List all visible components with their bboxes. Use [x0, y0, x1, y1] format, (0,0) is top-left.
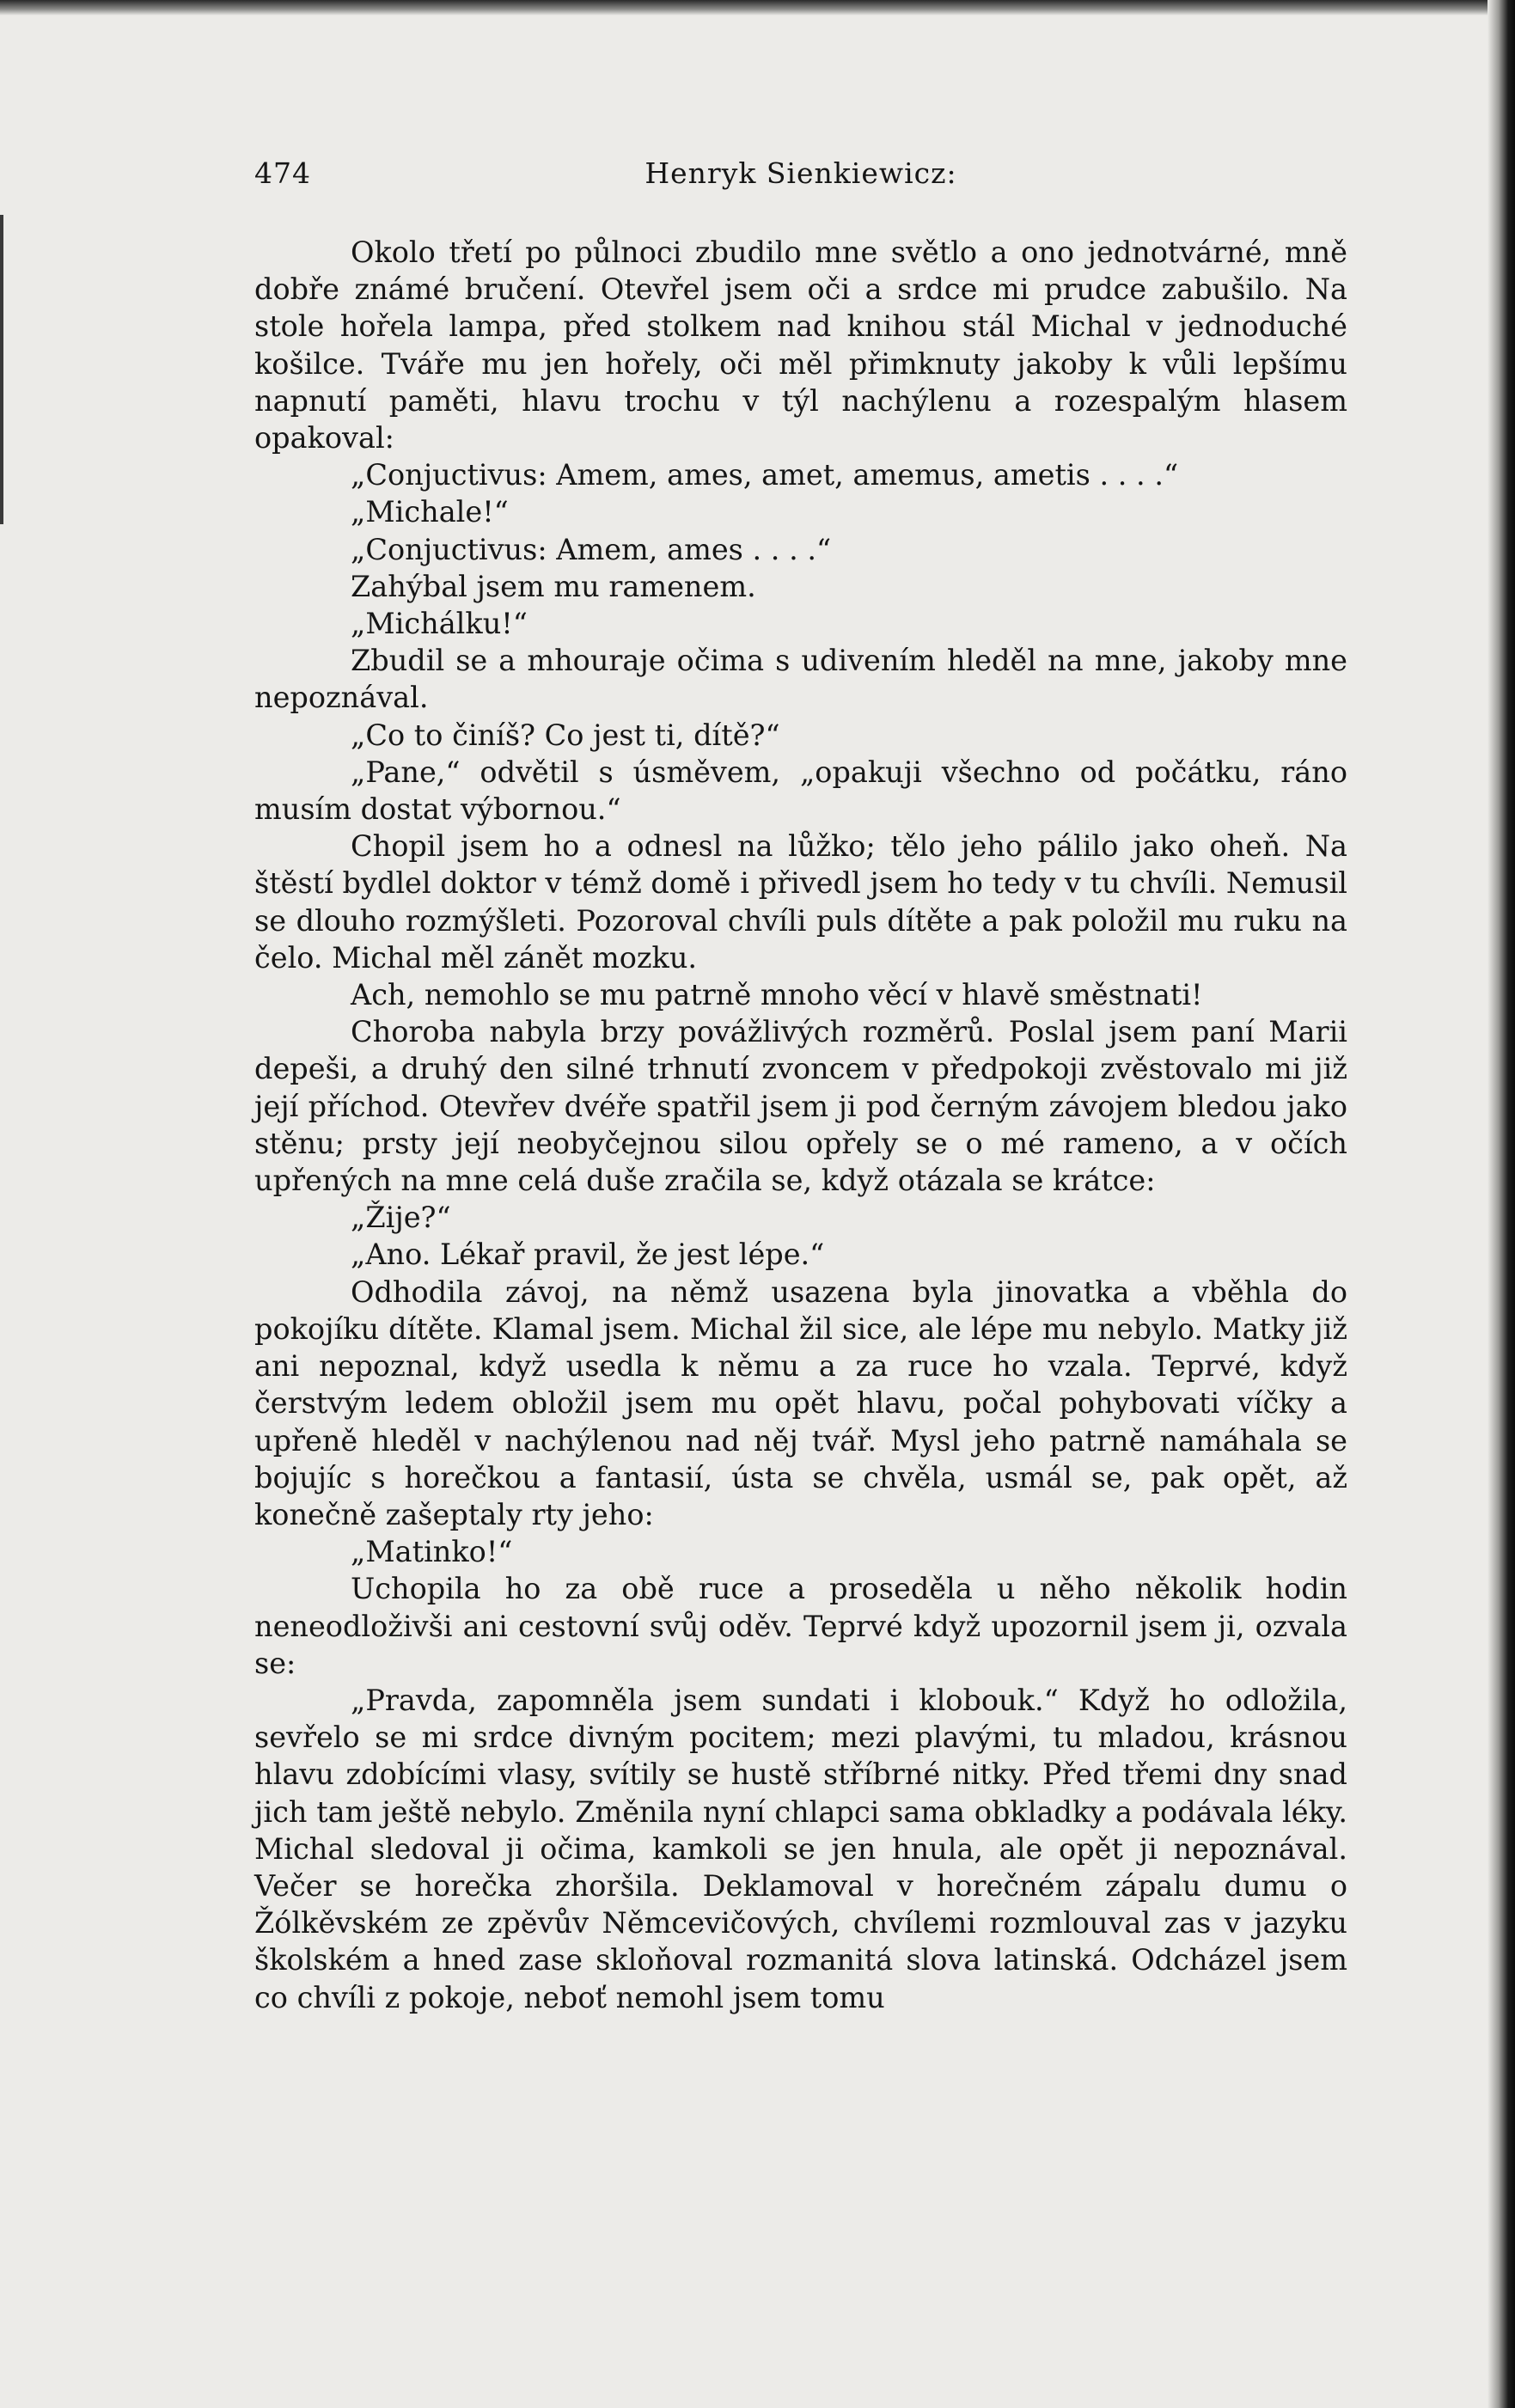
paragraph: Chopil jsem ho a odnesl na lůžko; tělo jeho pálilo jako oheň. Na štěstí bydlel doktor v témž domě i přivedl jsem ho tedy v tu chvíli. Nemusil se dlouho rozmýšleti. Pozoroval chvíli puls dítěte a pak položil mu ruku na čelo. Michal měl zánět mozku. [254, 829, 1347, 975]
paragraph: „Žije?“ [351, 1201, 451, 1235]
paragraph: „Michálku!“ [351, 607, 528, 641]
paragraph: Okolo třetí po půlnoci zbudilo mne světlo a ono jednotvárné, mně dobře známé bručení. Otevřel jsem oči a srdce mi prudce zabušilo. Na stole hořela lampa, před stolkem nad knihou stál Michal v jednoduché košilce. Tváře mu jen hořely, oči měl přimknuty jakoby k vůli lepšímu napnutí paměti, hlavu trochu v týl nachýlenu a rozespalým hlasem opakoval: [254, 235, 1347, 455]
paragraph: „Matinko!“ [351, 1535, 513, 1569]
paragraph: „Pravda, zapomněla jsem sundati i klobouk.“ Když ho odložila, sevřelo se mi srdce divným pocitem; mezi plavými, tu mladou, krásnou hlavu zdobícími vlasy, svítily se hustě stříbrné nitky. Před třemi dny snad jich tam ještě nebylo. Změnila nyní chlapci sama obkladky a podávala léky. Michal sledoval ji očima, kamkoli se jen hnula, ale opět ji nepoznával. Večer se horečka zhoršila. Deklamoval v horečném zápalu dumu o Žólkěvském ze zpěvův Němcevičových, chvílemi rozmlouval zas v jazyku školském a hned zase skloňoval rozmanitá slova latinská. Odcházel jsem co chvíli z pokoje, neboť nemohl jsem tomu [254, 1683, 1347, 2014]
paragraph: „Conjuctivus: Amem, ames . . . .“ [351, 532, 832, 566]
body-text [254, 234, 1347, 2016]
paragraph: Ach, nemohlo se mu patrně mnoho věcí v hlavě směstnati! [351, 978, 1203, 1012]
page-number: 474 [254, 156, 311, 190]
scan-edge-right [1488, 0, 1515, 2408]
scan-edge-left [0, 215, 3, 524]
paragraph: Uchopila ho za obě ruce a proseděla u něho několik hodin neneodloživši ani cestovní svůj oděv. Teprvé když upozornil jsem ji, ozvala se: [254, 1572, 1347, 1680]
paragraph: Zahýbal jsem mu ramenem. [351, 569, 756, 603]
paragraph: Odhodila závoj, na němž usazena byla jinovatka a vběhla do pokojíku dítěte. Klamal jsem. Michal žil sice, ale lépe mu nebylo. Matky již ani nepoznal, když usedla k němu a za ruce ho vzala. Teprvé, když čerstvým ledem obložil jsem mu opět hlavu, počal pohybovati víčky a upřeně hleděl v nachýlenou nad něj tvář. Mysl jeho patrně namáhala se bojujíc s horečkou a fantasií, ústa se chvěla, usmál se, pak opět, až konečně zašeptaly rty jeho: [254, 1274, 1347, 1531]
paragraph: „Co to činíš? Co jest ti, dítě?“ [351, 718, 780, 752]
paragraph: „Michale!“ [351, 495, 509, 529]
paragraph: „Pane,“ odvětil s úsměvem, „opakuji všechno od počátku, ráno musím dostat výbornou.“ [254, 755, 1347, 827]
running-title: Henryk Sienkiewicz: [644, 156, 957, 190]
page-header [254, 156, 1347, 194]
paragraph: Zbudil se a mhouraje očima s udivením hleděl na mne, jakoby mne nepoznával. [254, 644, 1347, 715]
paragraph: „Ano. Lékař pravil, že jest lépe.“ [351, 1238, 825, 1272]
paragraph: Choroba nabyla brzy povážlivých rozměrů. Poslal jsem paní Marii depeši, a druhý den silné trhnutí zvoncem v předpokoji zvěstovalo mi již její příchod. Otevřev dvéře spatřil jsem ji pod černým závojem bledou jako stěnu; prsty její neobyčejnou silou opřely se o mé rameno, a v očích upřených na mne celá duše zračila se, když otázala se krátce: [254, 1015, 1347, 1198]
paragraph: „Conjuctivus: Amem, ames, amet, amemus, ametis . . . .“ [351, 458, 1179, 492]
scan-edge-top [0, 0, 1515, 15]
